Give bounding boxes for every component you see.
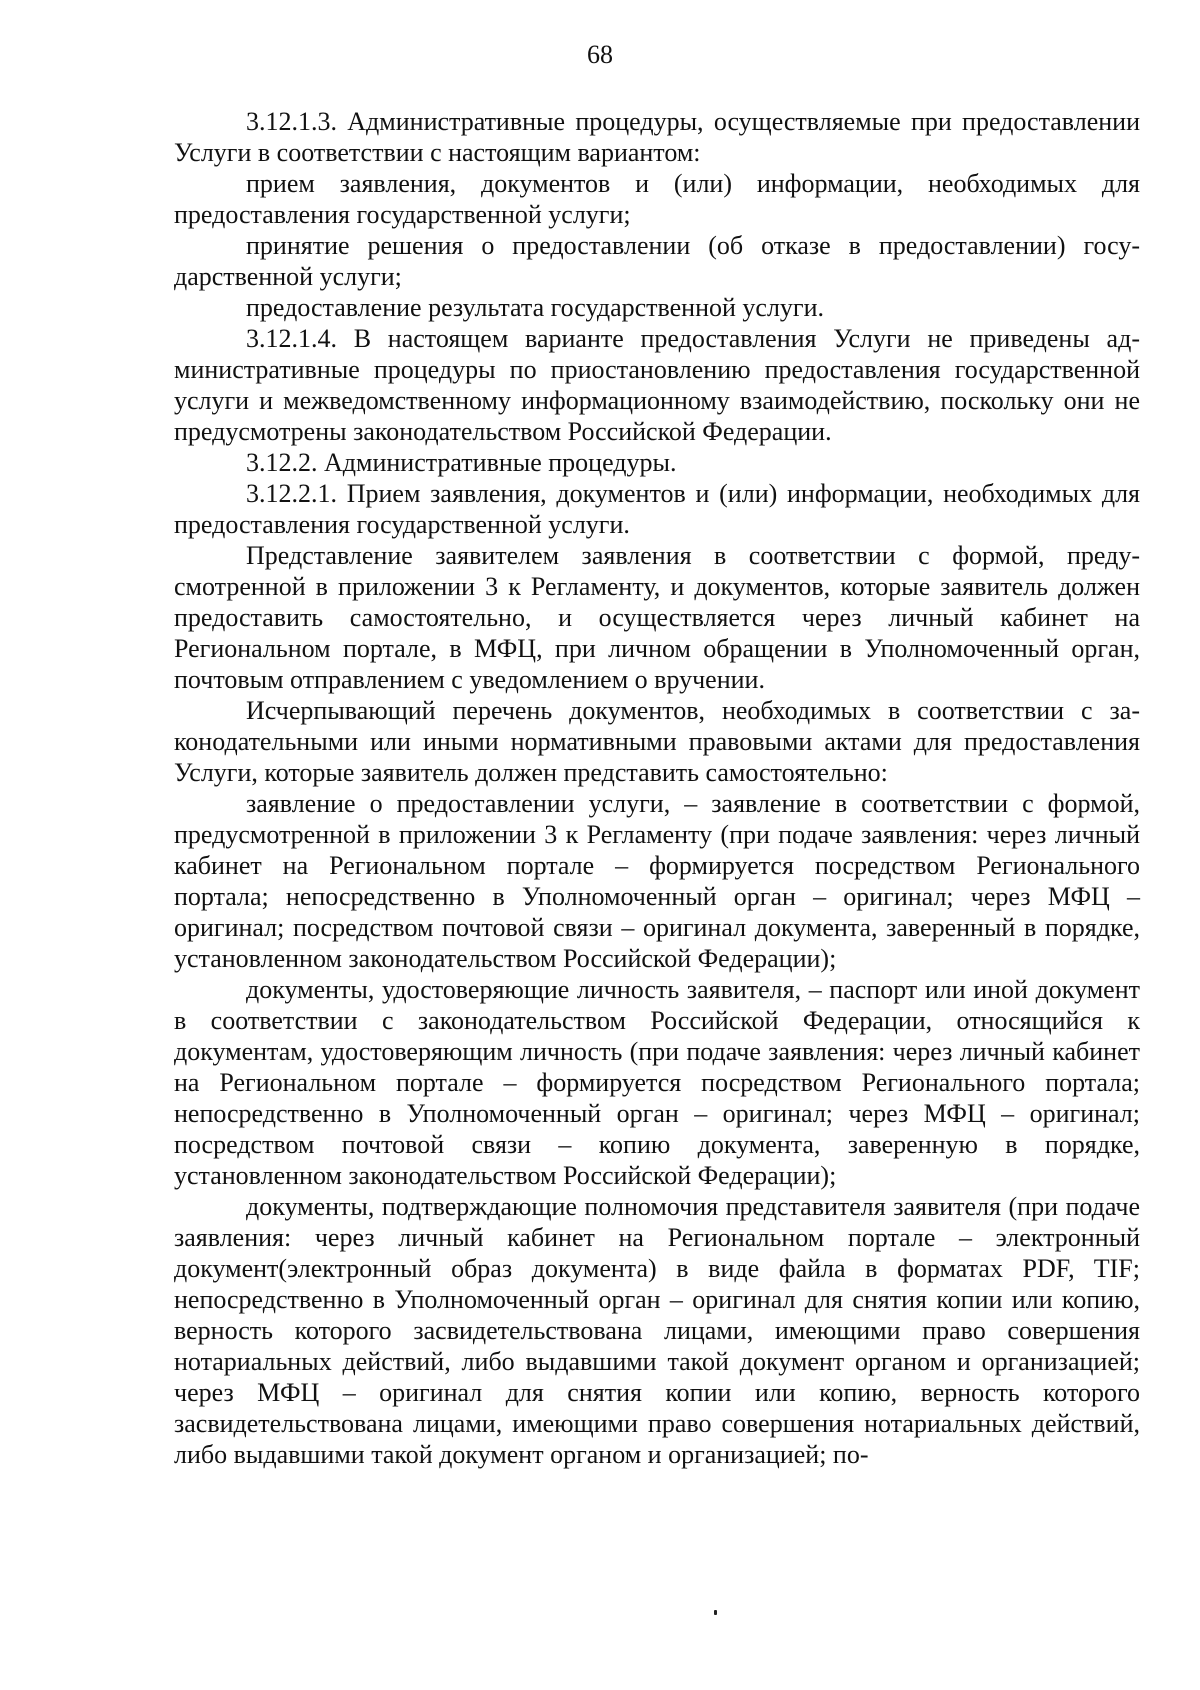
paragraph: 3.12.1.3. Административные процедуры, осуществляемые при предоставлении Услуги в соответствии с настоящим вариантом: bbox=[174, 107, 1140, 167]
paragraph: 3.12.1.4. В настоящем варианте предоставления Услуги не приведены административные процедуры по приостановлению предоставления государственной услуги и межведомственному информационному взаимодействию, поскольку они не предусмотрены законодательством Российской Федерации. bbox=[174, 324, 1140, 446]
paragraph: документы, подтверждающие полномочия представителя заявителя (при подаче заявления: через личный кабинет на Региональном портале – электронный документ(электронный образ документа) в виде файла в форматах PDF, TIF; непосредственно в Уполномоченный орган – оригинал для снятия копии или копию, верность которого засвидетельствована лицами, имеющими право совершения нотариальных действий, либо выдавшими такой документ органом и организацией; через МФЦ – оригинал для снятия копии или копию, верность которого засвидетельствована лицами, имеющими право совершения нотариальных действий, либо выдавшими такой документ органом и организацией; по- bbox=[174, 1192, 1140, 1469]
paragraph: Представление заявителем заявления в соответствии с формой, предусмотренной в приложении 3 к Регламенту, и документов, которые заявитель должен предоставить самостоятельно, и осуществляется через личный кабинет на Региональном портале, в МФЦ, при личном обращении в Уполномоченный орган, почтовым отправлением с уведомлением о вручении. bbox=[174, 541, 1140, 694]
paragraph: заявление о предоставлении услуги, – заявление в соответствии с формой, предусмотренной в приложении 3 к Регламенту (при подаче заявления: через личный кабинет на Региональном портале – формируется посредством Регионального портала; непосредственно в Уполномоченный орган – оригинал; через МФЦ – оригинал; посредством почтовой связи – оригинал документа, заверенный в порядке, установленном законодательством Российской Федерации); bbox=[174, 789, 1140, 973]
paragraph: прием заявления, документов и (или) информации, необходимых для предоставления государственной услуги; bbox=[174, 169, 1140, 229]
paragraph: Исчерпывающий перечень документов, необходимых в соответствии с законодательными или иными нормативными правовыми актами для предоставления Услуги, которые заявитель должен представить самостоятельно: bbox=[174, 696, 1140, 787]
paragraph: 3.12.2. Административные процедуры. bbox=[246, 448, 677, 477]
scan-speck bbox=[714, 1610, 717, 1615]
paragraph: 3.12.2.1. Прием заявления, документов и (или) информации, необходимых для предоставления государственной услуги. bbox=[174, 479, 1140, 539]
paragraph: принятие решения о предоставлении (об отказе в предоставлении) государственной услуги; bbox=[174, 231, 1140, 291]
document-body bbox=[174, 106, 1140, 1470]
paragraph: предоставление результата государственной услуги. bbox=[246, 293, 825, 322]
page-number: 68 bbox=[587, 40, 613, 69]
paragraph: документы, удостоверяющие личность заявителя, – паспорт или иной документ в соответствии с законодательством Российской Федерации, относящийся к документам, удостоверяющим личность (при подаче заявления: через личный кабинет на Региональном портале – формируется посредством Регионального портала; непосредственно в Уполномоченный орган – оригинал; через МФЦ – оригинал; посредством почтовой связи – копию документа, заверенную в порядке, установленном законодательством Российской Федерации); bbox=[174, 975, 1140, 1190]
